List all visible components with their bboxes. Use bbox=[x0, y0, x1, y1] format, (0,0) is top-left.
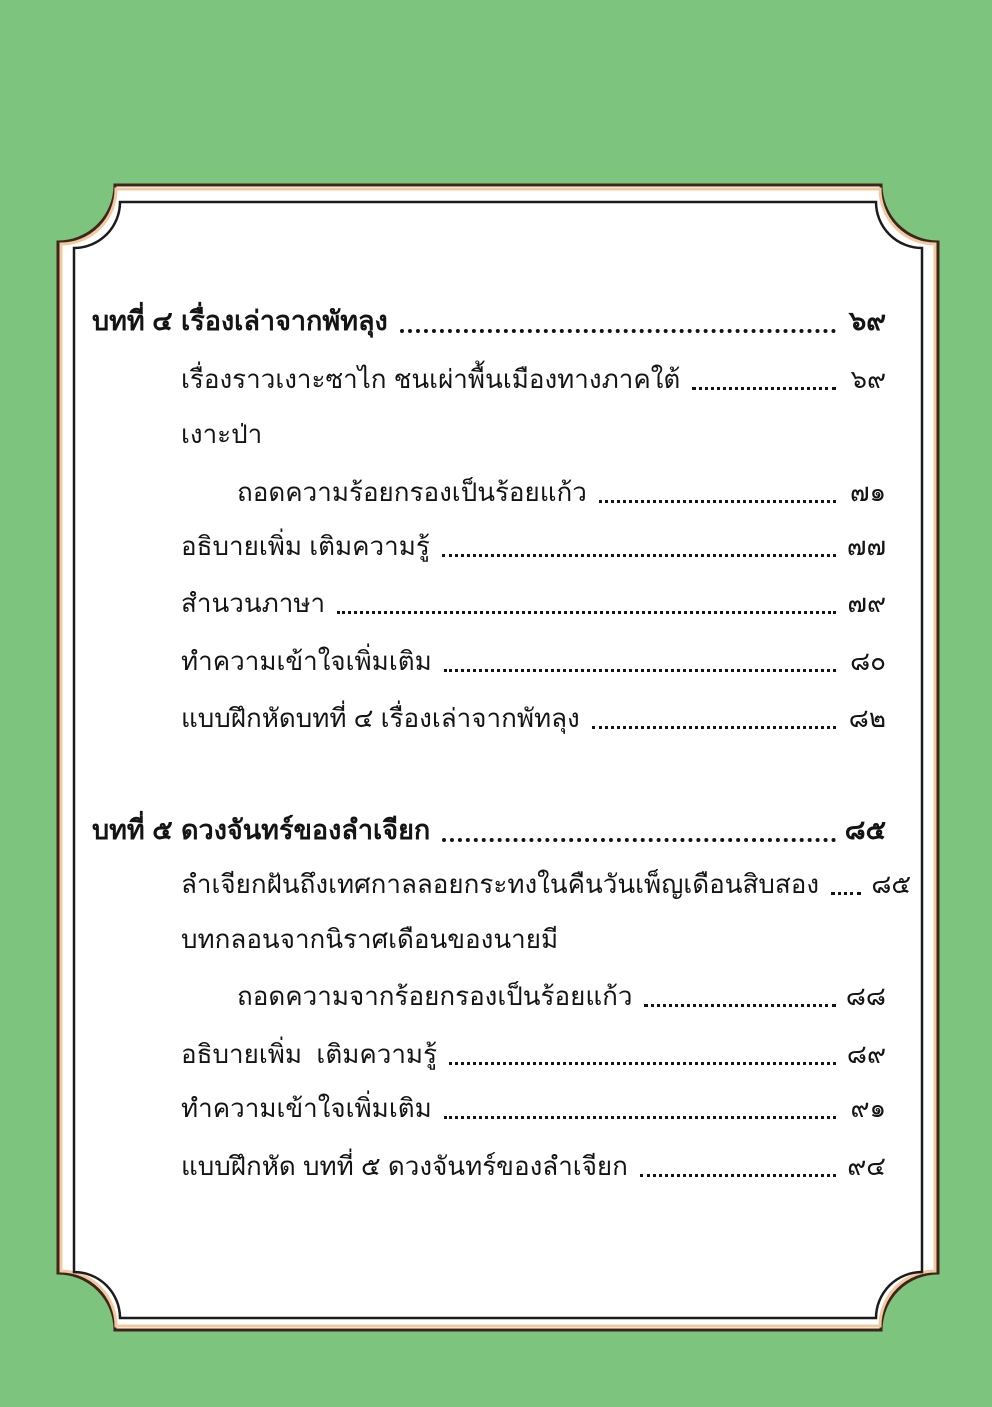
toc-entry-row bbox=[181, 643, 886, 679]
page-number: ๖๙ bbox=[849, 306, 886, 336]
toc-entry-row bbox=[181, 700, 886, 736]
entry-title: ถอดความร้อยกรองเป็นร้อยแก้ว bbox=[237, 477, 587, 507]
entry-title: อธิบายเพิ่ม เติมความรู้ bbox=[181, 531, 430, 561]
toc-entry-row bbox=[181, 1148, 886, 1184]
toc-entry-row bbox=[181, 528, 886, 564]
toc-entry-row bbox=[181, 361, 886, 397]
page-number: ๖๙ bbox=[850, 364, 886, 394]
dot-leader bbox=[592, 726, 836, 729]
toc-entry-row bbox=[181, 1090, 886, 1126]
dot-leader bbox=[444, 669, 836, 672]
entry-title: เรื่องราวเงาะซาไก ชนเผ่าพื้นเมืองทางภาคใต้ bbox=[181, 364, 681, 394]
entry-title: บทกลอนจากนิราศเดือนของนายมี bbox=[181, 924, 559, 954]
entry-title: เงาะป่า bbox=[181, 419, 263, 449]
entry-title: แบบฝึกหัดบทที่ ๔ เรื่องเล่าจากพัทลุง bbox=[181, 703, 580, 733]
toc-subentry-row bbox=[237, 474, 886, 510]
dot-leader bbox=[337, 611, 836, 614]
dot-leader bbox=[400, 329, 836, 333]
dot-leader bbox=[449, 1062, 836, 1065]
page-number: ๘๘ bbox=[845, 981, 886, 1011]
entry-title: อธิบายเพิ่ม เติมความรู้ bbox=[181, 1039, 438, 1069]
page-number: ๘๒ bbox=[848, 703, 886, 733]
chapter-number-label: บทที่ ๕ bbox=[92, 815, 173, 845]
chapter-number-label: บทที่ ๔ bbox=[92, 306, 173, 336]
toc-entry-row bbox=[181, 921, 886, 957]
dot-leader bbox=[442, 838, 836, 842]
chapter-title: เรื่องเล่าจากพัทลุง bbox=[181, 306, 388, 336]
dot-leader bbox=[831, 892, 861, 895]
page-number: ๙๑ bbox=[850, 1093, 886, 1123]
dot-leader bbox=[444, 1116, 836, 1119]
page-number: ๗๗ bbox=[846, 531, 886, 561]
dot-leader bbox=[599, 500, 836, 503]
toc-entry-row bbox=[181, 416, 886, 452]
entry-title: ทำความเข้าใจเพิ่มเติม bbox=[181, 1093, 432, 1123]
page-number: ๗๙ bbox=[847, 588, 886, 618]
toc-chapter-row bbox=[92, 812, 886, 848]
toc-entry-row bbox=[181, 1036, 886, 1072]
dot-leader bbox=[644, 1004, 836, 1007]
page-number: ๗๑ bbox=[849, 477, 886, 507]
page-number: ๘๕ bbox=[844, 815, 886, 845]
page-number: ๘๙ bbox=[846, 1039, 886, 1069]
toc-entry-row bbox=[181, 585, 886, 621]
toc-chapter-row bbox=[92, 303, 886, 339]
entry-title: ทำความเข้าใจเพิ่มเติม bbox=[181, 646, 432, 676]
page-number: ๘๐ bbox=[850, 646, 886, 676]
toc-entry-row bbox=[181, 866, 912, 902]
dot-leader bbox=[692, 387, 836, 390]
dot-leader bbox=[442, 554, 836, 557]
page-number: ๙๔ bbox=[847, 1151, 886, 1181]
page-number: ๘๕ bbox=[871, 869, 912, 899]
entry-title: แบบฝึกหัด บทที่ ๕ ดวงจันทร์ของลำเจียก bbox=[181, 1151, 628, 1181]
entry-title: ลำเจียกฝันถึงเทศกาลลอยกระทงในคืนวันเพ็ญเดือนสิบสอง bbox=[181, 869, 820, 899]
entry-title: สำนวนภาษา bbox=[181, 588, 326, 618]
chapter-title: ดวงจันทร์ของลำเจียก bbox=[181, 815, 431, 845]
toc-subentry-row bbox=[237, 978, 886, 1014]
entry-title: ถอดความจากร้อยกรองเป็นร้อยแก้ว bbox=[237, 981, 633, 1011]
dot-leader bbox=[640, 1174, 836, 1177]
